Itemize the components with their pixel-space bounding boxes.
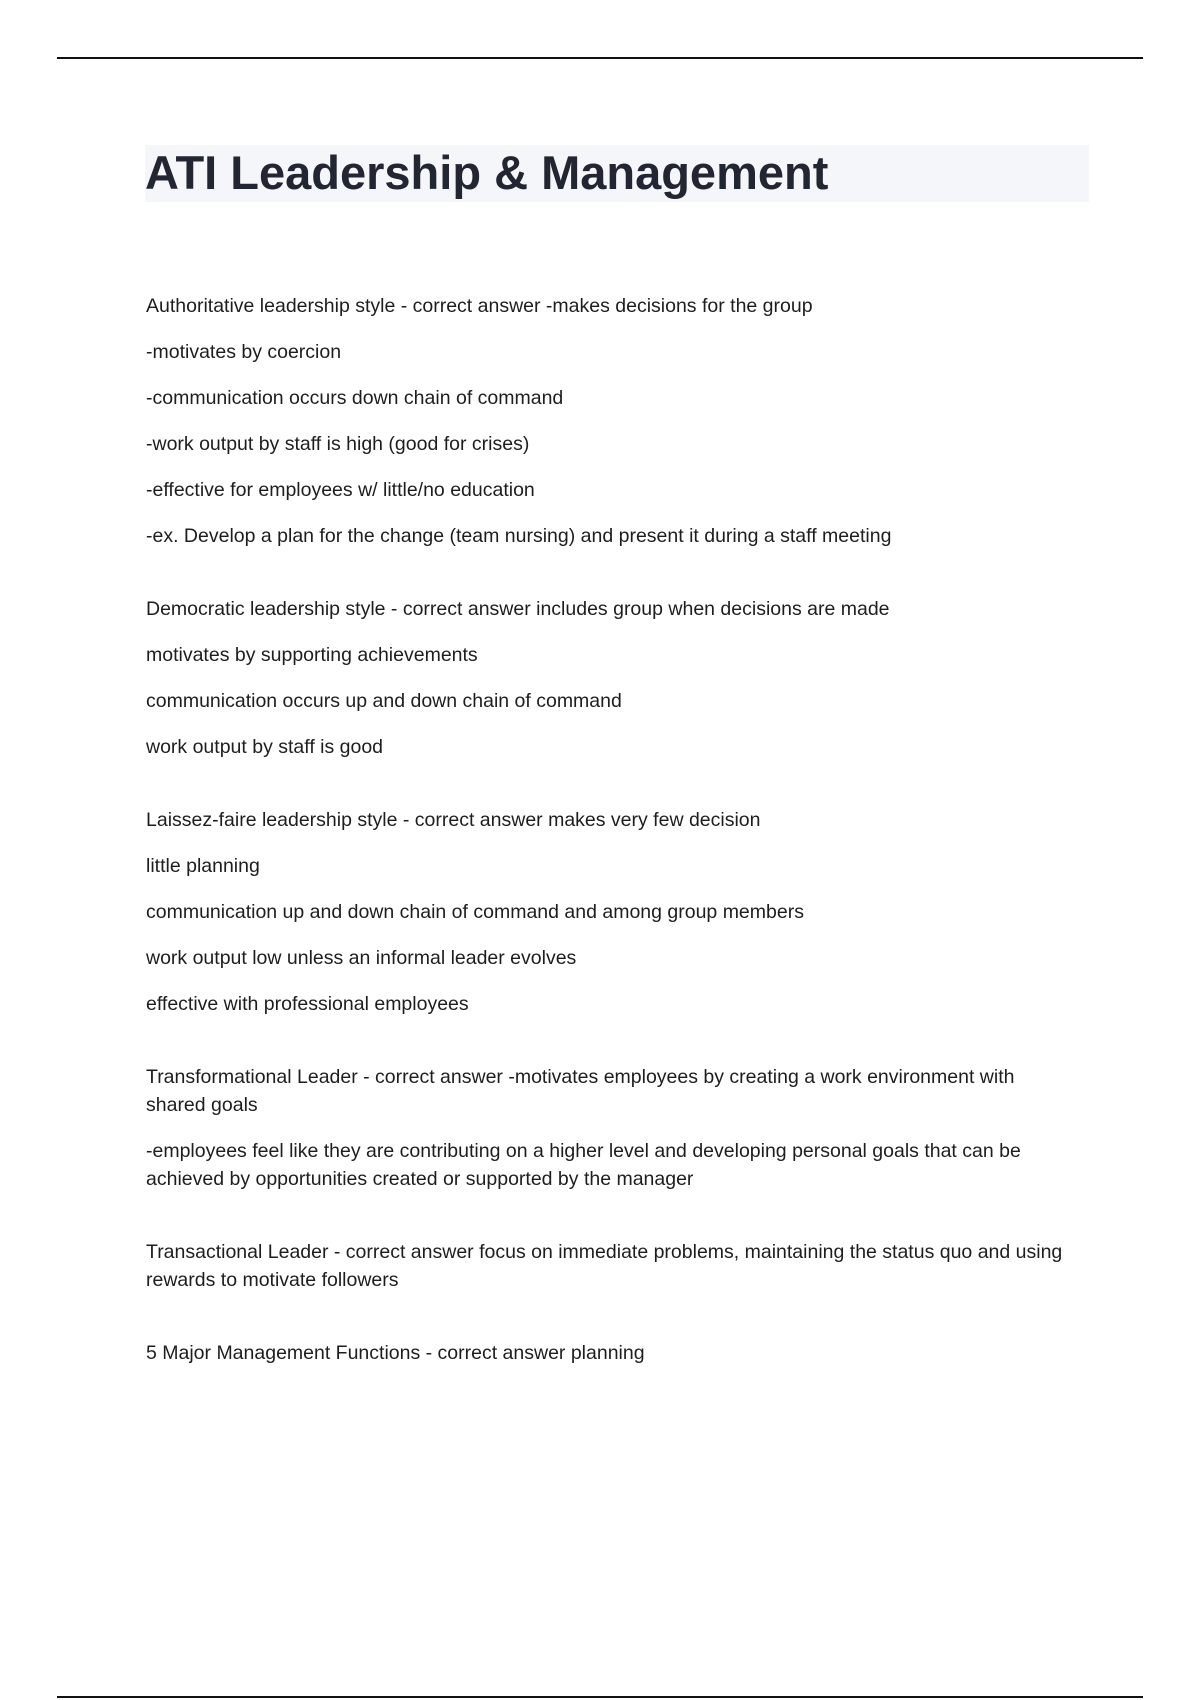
section-line: communication up and down chain of command and among group members: [146, 901, 804, 923]
header-rule: [57, 57, 1143, 59]
section-line: work output low unless an informal leader evolves: [146, 947, 577, 969]
footer-rule: [57, 1696, 1143, 1698]
document-body: [146, 292, 1076, 1412]
page-title: ATI Leadership & Management: [145, 146, 829, 199]
section-line: 5 Major Management Functions - correct answer planning: [146, 1342, 645, 1364]
section-laissez-faire: [146, 806, 1076, 1018]
section-line: -effective for employees w/ little/no education: [146, 479, 535, 501]
section-line: Authoritative leadership style - correct answer -makes decisions for the group: [146, 295, 813, 317]
section-line: work output by staff is good: [146, 736, 384, 758]
section-line: motivates by supporting achievements: [146, 644, 478, 666]
section-line: Laissez-faire leadership style - correct answer makes very few decision: [146, 809, 761, 831]
section-line: Democratic leadership style - correct answer includes group when decisions are made: [146, 598, 890, 620]
section-line: Transformational Leader - correct answer -motivates employees by creating a work environment with shared goals: [146, 1066, 1015, 1116]
section-line: -motivates by coercion: [146, 341, 342, 363]
section-transactional: [146, 1238, 1076, 1294]
section-transformational: [146, 1063, 1076, 1193]
section-line: -employees feel like they are contributing on a higher level and developing personal goals that can be achieved by opportunities created or supported by the manager: [146, 1140, 1021, 1190]
section-line: little planning: [146, 855, 260, 877]
section-authoritative: [146, 292, 1076, 550]
section-line: -work output by staff is high (good for crises): [146, 433, 530, 455]
section-democratic: [146, 595, 1076, 761]
section-line: Transactional Leader - correct answer focus on immediate problems, maintaining the status quo and using rewards to motivate followers: [146, 1241, 1063, 1291]
section-line: -ex. Develop a plan for the change (team nursing) and present it during a staff meeting: [146, 525, 892, 547]
section-management-functions: [146, 1339, 1076, 1367]
section-line: communication occurs up and down chain of command: [146, 690, 622, 712]
section-line: -communication occurs down chain of command: [146, 387, 564, 409]
section-line: effective with professional employees: [146, 993, 469, 1015]
